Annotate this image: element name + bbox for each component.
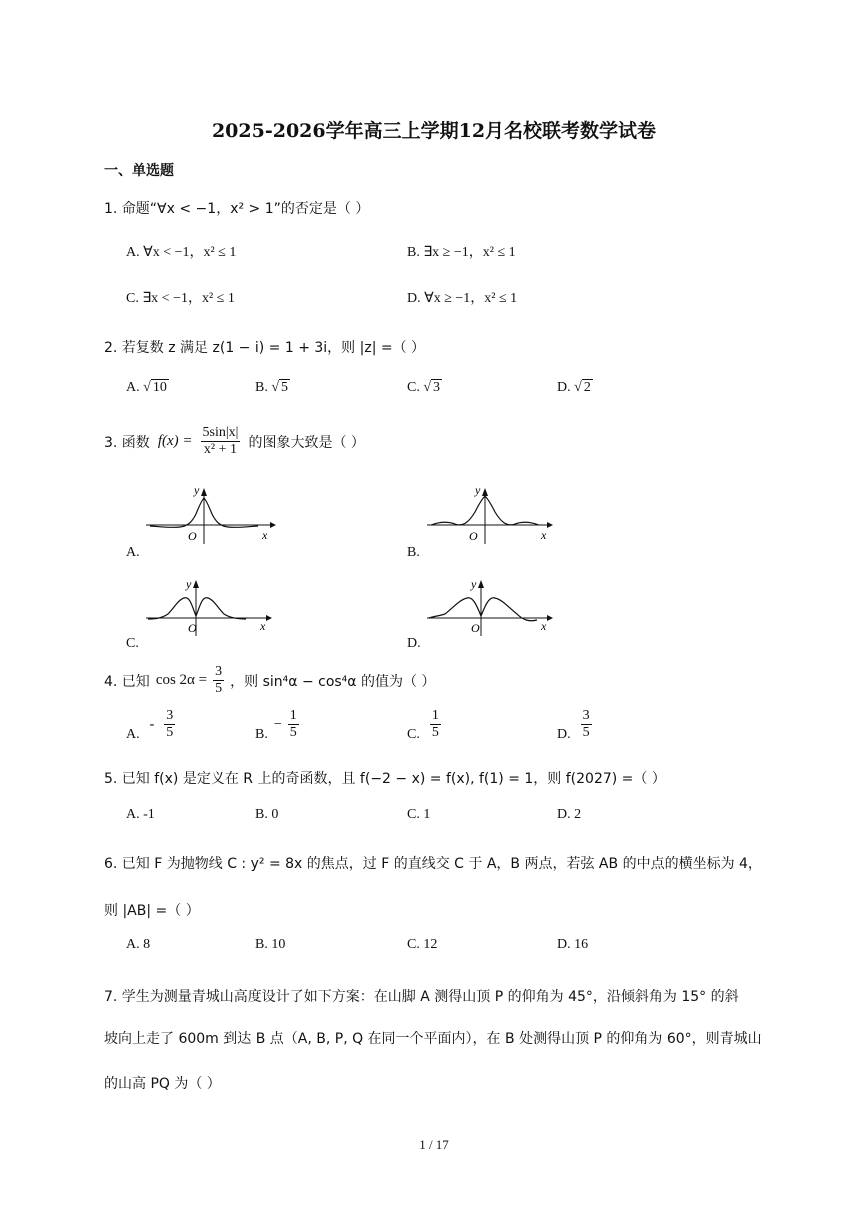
q3-graph-d-y-label: y [471, 577, 477, 591]
q4-option-b-sign: − [273, 716, 282, 732]
q3-graph-a-origin: O [188, 529, 197, 543]
q3-graph-c-y-label: y [186, 577, 192, 591]
q3-graph-b-origin: O [469, 529, 478, 543]
q4-condition-numerator: 3 [215, 664, 223, 679]
q3-graph-d-origin: O [471, 621, 480, 635]
q4-prefix: 4. 已知 [104, 673, 150, 690]
q2-option-c-label: C. [407, 380, 420, 395]
q4-option-d-label: D. [557, 726, 571, 742]
q5-option-b: B. 0 [255, 807, 279, 822]
q2-option-b-label: B. [255, 380, 268, 395]
q2-option-b: B. √ 5 [255, 380, 289, 395]
page-title: 2025-2026学年高三上学期12月名校联考数学试卷 [211, 120, 657, 142]
q4-option-b-numerator: 1 [289, 708, 297, 723]
question-3-stem [104, 425, 365, 458]
q2-option-c: C. √ 3 [407, 380, 441, 395]
q4-question-text: ，则 sin⁴α − cos⁴α 的值为（ ） [230, 673, 436, 690]
q1-option-c: C. ∃x < −1，x² ≤ 1 [126, 291, 235, 306]
page-number: 1 / 17 [419, 1137, 449, 1152]
q3-option-d-label: D. [407, 636, 421, 651]
q2-option-a-label: A. [126, 380, 140, 395]
q1-option-a: A. ∀x < −1，x² ≤ 1 [126, 245, 237, 260]
q4-option-a-numerator: 3 [166, 708, 174, 723]
q6-option-b: B. 10 [255, 937, 286, 952]
q3-graph-d [427, 578, 557, 638]
q4-option-a-fraction [164, 708, 175, 741]
q2-option-d-value: 2 [583, 380, 591, 395]
q3-graph-b-x-label: x [541, 528, 547, 542]
question-6-stem-line-2: 则 |AB| =（ ） [104, 903, 200, 919]
q6-option-d: D. 16 [557, 937, 589, 952]
q3-fraction [201, 425, 241, 458]
q6-option-a: A. 8 [126, 937, 151, 952]
q4-option-b-denominator: 5 [289, 725, 297, 740]
q4-option-d-fraction [581, 708, 592, 741]
q4-option-a-denominator: 5 [166, 725, 174, 740]
q3-suffix: 的图象大致是（ ） [248, 434, 365, 451]
q4-option-b-fraction [288, 708, 299, 741]
q5-option-d: D. 2 [557, 807, 582, 822]
q4-option-c-numerator: 1 [431, 708, 439, 723]
q4-option-d [557, 708, 592, 741]
q2-option-b-value: 5 [281, 380, 289, 395]
q3-prefix: 3. 函数 [104, 434, 150, 451]
q3-graph-b-y-label: y [475, 483, 481, 497]
q2-option-c-value: 3 [433, 380, 441, 395]
q4-option-c [407, 708, 441, 741]
q4-option-d-numerator: 3 [582, 708, 590, 723]
q3-denominator: x² + 1 [203, 442, 238, 457]
question-5-stem: 5. 已知 f(x) 是定义在 R 上的奇函数，且 f(−2 − x) = f(x), f(1) = 1，则 f(2027) =（ ） [104, 771, 666, 787]
q3-graph-d-x-label: x [541, 619, 547, 633]
q4-option-c-denominator: 5 [431, 725, 439, 740]
q4-option-c-label: C. [407, 726, 420, 742]
q3-option-b-label: B. [407, 545, 420, 560]
q4-condition-fraction [213, 664, 224, 697]
q5-option-c: C. 1 [407, 807, 431, 822]
q1-option-b: B. ∃x ≥ −1，x² ≤ 1 [407, 245, 516, 260]
q4-option-a-sign: - [149, 716, 155, 732]
q2-option-a: A. √ 10 [126, 380, 167, 395]
section-heading: 一、单选题 [104, 163, 174, 179]
q3-graph-a-y-label: y [194, 483, 200, 497]
q1-option-d: D. ∀x ≥ −1，x² ≤ 1 [407, 291, 518, 306]
q4-option-a-label: A. [126, 726, 140, 742]
q4-condition-denominator: 5 [215, 681, 223, 696]
question-2-stem: 2. 若复数 z 满足 z(1 − i) = 1 + 3i，则 |z| =（ ） [104, 340, 426, 356]
q4-condition: cos 2α = [155, 672, 208, 688]
q2-option-d: D. √ 2 [557, 380, 591, 395]
q4-option-d-denominator: 5 [582, 725, 590, 740]
q3-graph-c [146, 578, 276, 638]
q3-option-c-label: C. [126, 636, 139, 651]
question-7-stem-line-3: 的山高 PQ 为（ ） [104, 1076, 221, 1092]
q2-option-a-value: 10 [152, 380, 167, 395]
q3-numerator: 5sin|x| [202, 425, 239, 440]
q6-option-c: C. 12 [407, 937, 438, 952]
q5-option-a: A. -1 [126, 807, 155, 822]
q4-option-a [126, 708, 175, 741]
q3-graph-b [427, 483, 557, 546]
q4-option-b-label: B. [255, 726, 268, 742]
question-7-stem-line-2: 坡向上走了 600m 到达 B 点（A, B, P, Q 在同一个平面内），在 B 处测得山顶 P 的仰角为 60°，则青城山 [104, 1031, 762, 1047]
q3-function: f(x) = [157, 433, 193, 449]
q3-option-a-label: A. [126, 545, 140, 560]
question-6-stem-line-1: 6. 已知 F 为抛物线 C : y² = 8x 的焦点，过 F 的直线交 C 于 A，B 两点，若弦 AB 的中点的横坐标为 4， [104, 856, 762, 872]
q3-graph-c-x-label: x [260, 619, 266, 633]
question-7-stem-line-1: 7. 学生为测量青城山高度设计了如下方案：在山脚 A 测得山顶 P 的仰角为 45°，沿倾斜角为 15° 的斜 [104, 989, 739, 1005]
question-4-stem [104, 664, 435, 697]
q2-option-d-label: D. [557, 380, 571, 395]
q4-option-b [255, 708, 299, 741]
q3-graph-a-x-label: x [262, 528, 268, 542]
q3-graph-c-origin: O [188, 621, 197, 635]
q4-option-c-fraction [430, 708, 441, 741]
q3-graph-a [146, 483, 276, 546]
question-1-stem: 1. 命题“∀x < −1，x² > 1”的否定是（ ） [104, 201, 370, 217]
